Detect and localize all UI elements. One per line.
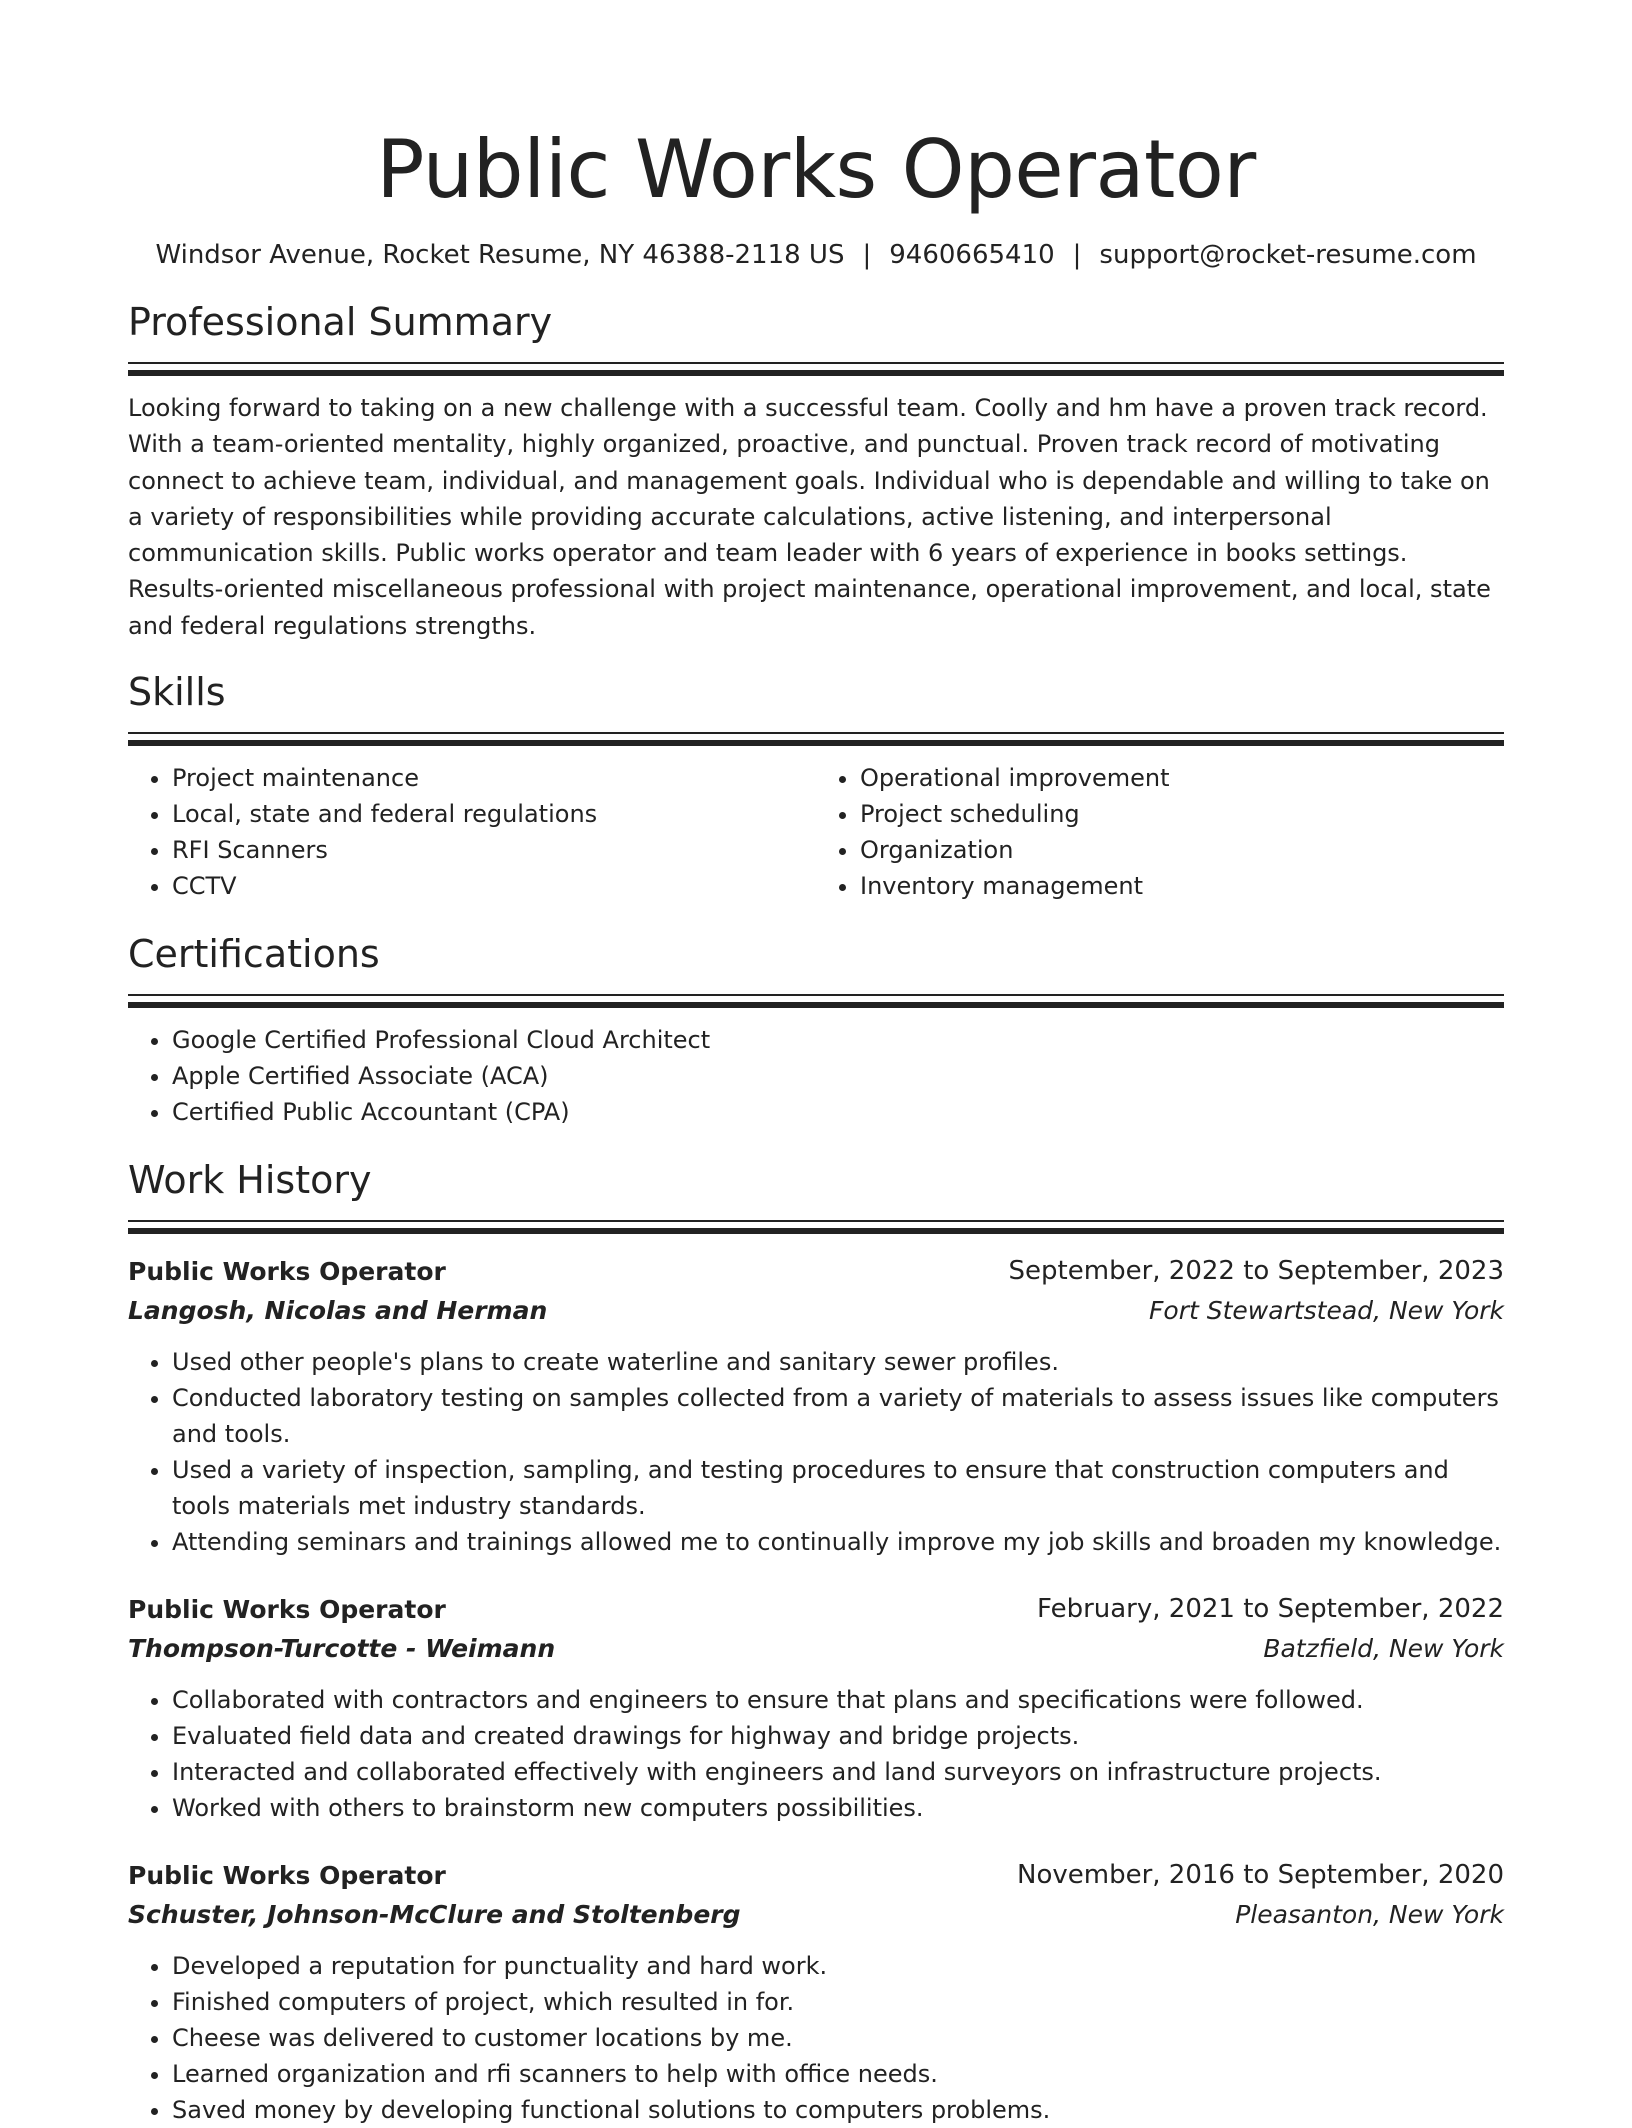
- job-company: Thompson-Turcotte - Weimann: [128, 1634, 556, 1664]
- job-bullet: • Finished computers of project, which resulted in for.: [172, 1984, 1504, 2020]
- job-bullet: • Learned organization and rfi scanners to help with office needs.: [172, 2056, 1504, 2092]
- job-title: Public Works Operator: [128, 1257, 446, 1287]
- job-dates: February, 2021 to September, 2022: [1037, 1594, 1504, 1625]
- section-rule: [128, 1220, 1504, 1222]
- job-subheader: [128, 1291, 1504, 1330]
- skill-item: • CCTV: [172, 868, 816, 904]
- job-bullet: • Conducted laboratory testing on samples collected from a variety of materials to assess issues like computers and tools.: [172, 1380, 1504, 1452]
- job-entry: [128, 1252, 1504, 1560]
- section-rule: [128, 994, 1504, 996]
- job-bullet: • Cheese was delivered to customer locations by me.: [172, 2020, 1504, 2056]
- work-history-section: [128, 1156, 1504, 2128]
- contact-line: [128, 238, 1504, 272]
- contact-address: Windsor Avenue, Rocket Resume, NY 46388-2118 US: [155, 240, 845, 270]
- job-bullet: • Collaborated with contractors and engineers to ensure that plans and specifications were followed.: [172, 1682, 1504, 1718]
- job-dates: September, 2022 to September, 2023: [1008, 1256, 1504, 1287]
- skills-list-right: [816, 760, 1504, 904]
- skills-list-left: [128, 760, 816, 904]
- contact-separator: |: [862, 240, 872, 270]
- job-location: Fort Stewartstead, New York: [1149, 1296, 1504, 1326]
- section-title-certifications: Certifications: [128, 932, 380, 977]
- skill-item: • Inventory management: [860, 868, 1504, 904]
- job-bullet: • Evaluated field data and created drawings for highway and bridge projects.: [172, 1718, 1504, 1754]
- resume-page: [128, 0, 1504, 2128]
- certification-item: • Google Certified Professional Cloud Architect: [172, 1022, 1504, 1058]
- job-subheader: [128, 1629, 1504, 1668]
- section-rule-thick: [128, 1002, 1504, 1008]
- job-bullet: • Saved money by developing functional solutions to computers problems.: [172, 2092, 1504, 2128]
- job-subheader: [128, 1895, 1504, 1934]
- certification-item: • Certified Public Accountant (CPA): [172, 1094, 1504, 1130]
- job-title: Public Works Operator: [128, 1595, 446, 1625]
- summary-section: [128, 298, 1504, 644]
- job-location: Pleasanton, New York: [1235, 1900, 1504, 1930]
- job-bullets: [128, 1344, 1504, 1560]
- summary-text: Looking forward to taking on a new challenge with a successful team. Coolly and hm have a proven track record. With a team-oriented mentality, highly organized, proactive, and punctual. Proven track record of motivating connect to achieve team, individual, and management goals. Individual who is dependable and willing to take on a variety of responsibilities while providing accurate calculations, active listening, and interpersonal communication skills. Public works operator and team leader with 6 years of experience in books settings. Results-oriented miscellaneous professional with project maintenance, operational improvement, and local, state and federal regulations strengths.: [128, 394, 1491, 640]
- job-entry: [128, 1590, 1504, 1826]
- skills-column-right: [816, 760, 1504, 904]
- job-company: Langosh, Nicolas and Herman: [128, 1296, 548, 1326]
- job-company: Schuster, Johnson-McClure and Stoltenberg: [128, 1900, 741, 1930]
- section-title-work-history: Work History: [128, 1158, 372, 1203]
- contact-email[interactable]: support@rocket-resume.com: [1099, 240, 1477, 270]
- job-bullet: • Worked with others to brainstorm new computers possibilities.: [172, 1790, 1504, 1826]
- section-rule: [128, 732, 1504, 734]
- certification-item: • Apple Certified Associate (ACA): [172, 1058, 1504, 1094]
- skill-item: • Operational improvement: [860, 760, 1504, 796]
- job-bullet: • Interacted and collaborated effectively with engineers and land surveyors on infrastructure projects.: [172, 1754, 1504, 1790]
- job-dates: November, 2016 to September, 2020: [1017, 1860, 1504, 1891]
- section-rule: [128, 362, 1504, 364]
- section-title-summary: Professional Summary: [128, 300, 553, 344]
- job-bullet: • Developed a reputation for punctuality and hard work.: [172, 1948, 1504, 1984]
- skills-columns: [128, 760, 1504, 904]
- skills-section: [128, 668, 1504, 904]
- job-bullet: • Used a variety of inspection, sampling, and testing procedures to ensure that construction computers and tools materials met industry standards.: [172, 1452, 1504, 1524]
- section-title-skills: Skills: [128, 670, 226, 715]
- certifications-section: [128, 930, 1504, 1130]
- resume-name: Public Works Operator: [376, 123, 1256, 216]
- contact-separator: |: [1072, 240, 1082, 270]
- job-entry: [128, 1856, 1504, 2128]
- certifications-list: [128, 1022, 1504, 1130]
- job-header: [128, 1252, 1504, 1291]
- job-title: Public Works Operator: [128, 1861, 446, 1891]
- skill-item: • RFI Scanners: [172, 832, 816, 868]
- skill-item: • Project maintenance: [172, 760, 816, 796]
- job-bullet: • Attending seminars and trainings allowed me to continually improve my job skills and broaden my knowledge.: [172, 1524, 1504, 1560]
- skills-column-left: [128, 760, 816, 904]
- job-header: [128, 1590, 1504, 1629]
- job-bullets: [128, 1682, 1504, 1826]
- section-rule-thick: [128, 370, 1504, 376]
- job-bullets: [128, 1948, 1504, 2128]
- contact-phone: 9460665410: [889, 240, 1055, 270]
- skill-item: • Organization: [860, 832, 1504, 868]
- section-rule-thick: [128, 740, 1504, 746]
- job-location: Batzfield, New York: [1263, 1634, 1504, 1664]
- job-bullet: • Used other people's plans to create waterline and sanitary sewer profiles.: [172, 1344, 1504, 1380]
- skill-item: • Project scheduling: [860, 796, 1504, 832]
- skill-item: • Local, state and federal regulations: [172, 796, 816, 832]
- job-header: [128, 1856, 1504, 1895]
- section-rule-thick: [128, 1228, 1504, 1234]
